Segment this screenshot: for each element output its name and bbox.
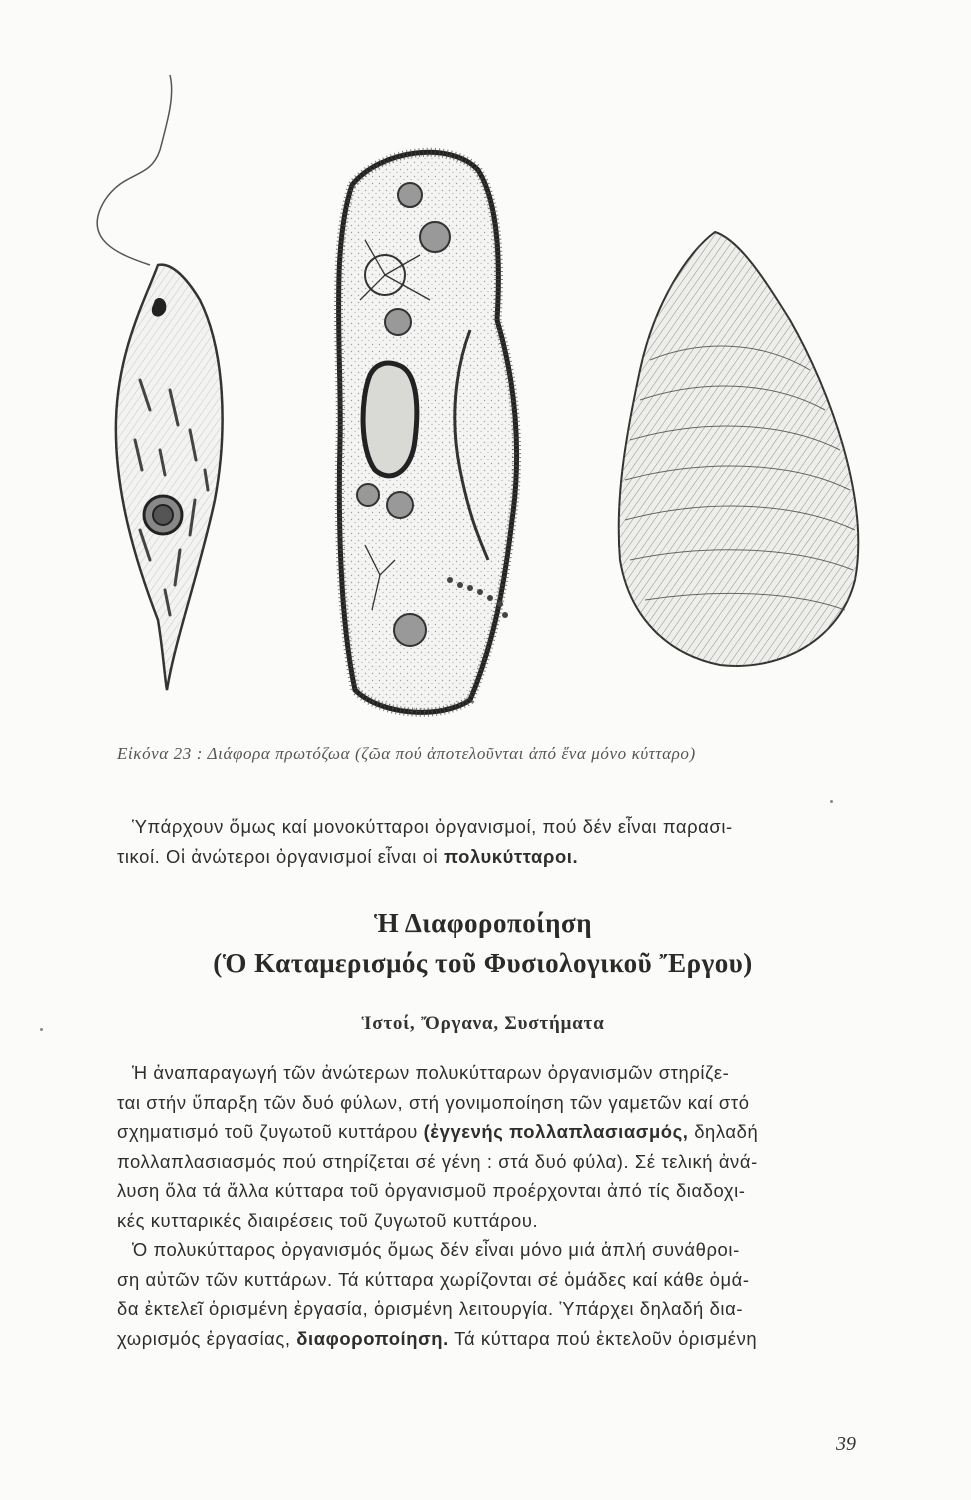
p1-line-1: Ἡ ἀναπαραγωγή τῶν ἀνώτερων πολυκύτταρων ὀργανισμῶν στηρίζε- [132, 1062, 730, 1083]
p1-line-4: πολλαπλασιασμός πού στηρίζεται σέ γένη : στά δυό φύλα). Σέ τελική ἀνά- [117, 1150, 758, 1172]
p2-line-3: δα ἐκτελεῖ ὁρισμένη ἐργασία, ὁρισμένη λειτουργία. Ὑπάρχει δηλαδή δια- [117, 1298, 744, 1319]
p2-line-4 [117, 1324, 849, 1354]
p2-line-4-a: χωρισμός ἐργασίας, [117, 1327, 297, 1349]
p1-line-3 [117, 1117, 849, 1147]
p1-line-3-b: δηλαδή [688, 1121, 759, 1142]
p2-line-1: Ὁ πολυκύτταρος ὀργανισμός ὅμως δέν εἶναι μόνο μιά ἁπλή συνάθροι- [132, 1239, 740, 1260]
figure-protozoa [0, 0, 971, 740]
intro-bold-term: πολυκύτταροι. [443, 845, 579, 867]
p1-line-2: ται στήν ὕπαρξη τῶν δυό φύλων, στή γονιμοποίηση τῶν γαμετῶν καί στό [117, 1091, 750, 1113]
protozoa-illustrations [0, 0, 971, 740]
p1-line-3-a: σχηματισμό τοῦ ζυγωτοῦ κυττάρου [117, 1121, 424, 1142]
paragraph-2 [117, 1235, 849, 1353]
p1-line-6: κές κυτταρικές διαιρέσεις τοῦ ζυγωτοῦ κυττάρου. [117, 1209, 539, 1231]
section-title-line-2: (Ὁ Καταμερισμός τοῦ Φυσιολογικοῦ Ἔργου) [213, 948, 753, 978]
figure-caption: Εἰκόνα 23 : Διάφορα πρωτόζωα (ζῶα πού ἀποτελοῦνται ἀπό ἕνα μόνο κύτταρο) [117, 744, 696, 763]
intro-paragraph [117, 812, 849, 871]
intro-line-1: Ὑπάρχουν ὅμως καί μονοκύτταροι ὀργανισμοί, πού δέν εἶναι παρασι- [132, 816, 733, 837]
p2-bold-term: διαφοροποίηση. [296, 1327, 449, 1349]
p2-line-2: ση αὐτῶν τῶν κυττάρων. Τά κύτταρα χωρίζονται σέ ὁμάδες καί κάθε ὁμά- [117, 1268, 750, 1290]
p2-line-4-b: Τά κύτταρα πού ἐκτελοῦν ὁρισμένη [448, 1327, 758, 1349]
paramecium-illustration [339, 152, 517, 712]
page-number: 39 [836, 1433, 856, 1455]
section-title-line-1: Ἡ Διαφοροποίηση [373, 908, 593, 938]
intro-line-2 [117, 842, 849, 872]
ciliate-illustration [619, 232, 859, 666]
print-speck [40, 1028, 43, 1031]
p1-bold-term: (ἐγγενής πολλαπλασιασμός, [423, 1121, 689, 1142]
p1-line-5: λυση ὅλα τά ἄλλα κύτταρα τοῦ ὀργανισμοῦ προέρχονται ἀπό τίς διαδοχι- [117, 1180, 746, 1201]
print-speck [830, 800, 833, 803]
paragraph-1 [117, 1058, 849, 1235]
section-subtitle: Ἱστοί, Ὄργανα, Συστήματα [361, 1013, 605, 1034]
euglena-illustration [97, 75, 222, 690]
intro-line-2-text: τικοί. Οἱ ἀνώτεροι ὀργανισμοί εἶναι οἱ [117, 845, 444, 867]
